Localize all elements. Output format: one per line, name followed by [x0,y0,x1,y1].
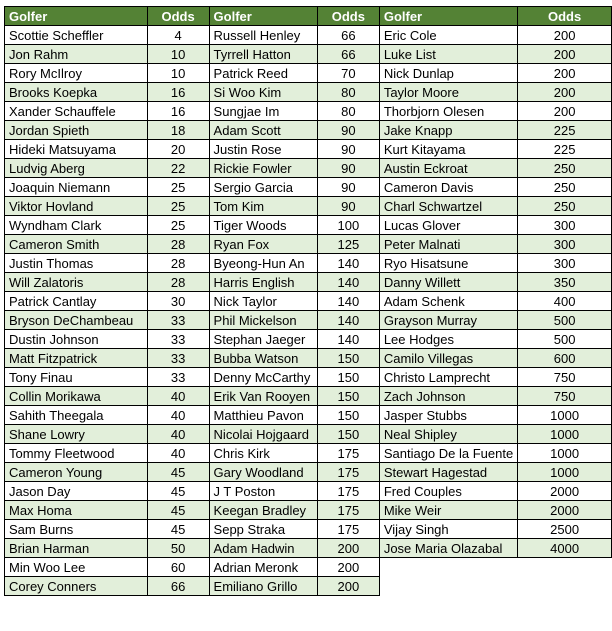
header-row [5,7,612,26]
golfer-cell[interactable]: Jon Rahm [5,45,148,64]
golfer-cell[interactable]: Corey Conners [5,577,148,596]
golfer-cell[interactable]: Joaquin Niemann [5,178,148,197]
odds-cell[interactable]: 25 [147,197,209,216]
odds-cell[interactable]: 100 [317,216,379,235]
golfer-cell[interactable]: Si Woo Kim [209,83,317,102]
golfer-cell[interactable]: Tommy Fleetwood [5,444,148,463]
empty-cell[interactable] [518,558,612,577]
odds-cell[interactable]: 16 [147,102,209,121]
odds-cell[interactable]: 225 [518,121,612,140]
odds-cell[interactable]: 90 [317,140,379,159]
odds-cell[interactable]: 50 [147,539,209,558]
odds-cell[interactable]: 45 [147,501,209,520]
odds-cell[interactable]: 90 [317,197,379,216]
table-row [5,463,612,482]
golfer-cell[interactable]: Nicolai Hojgaard [209,425,317,444]
odds-cell[interactable]: 80 [317,102,379,121]
golfer-cell[interactable]: Russell Henley [209,26,317,45]
odds-cell[interactable]: 40 [147,406,209,425]
golfer-cell[interactable]: Luke List [379,45,517,64]
odds-cell[interactable]: 140 [317,311,379,330]
golfer-cell[interactable]: Kurt Kitayama [379,140,517,159]
odds-cell[interactable]: 1000 [518,463,612,482]
table-row [5,520,612,539]
odds-cell[interactable]: 200 [317,577,379,596]
odds-cell[interactable]: 4000 [518,539,612,558]
odds-cell[interactable]: 22 [147,159,209,178]
odds-cell[interactable]: 500 [518,311,612,330]
golfer-cell[interactable]: Tyrrell Hatton [209,45,317,64]
odds-cell[interactable]: 140 [317,273,379,292]
odds-cell[interactable]: 28 [147,254,209,273]
header-golfer-2[interactable]: Golfer [209,7,317,26]
golfer-cell[interactable]: Nick Taylor [209,292,317,311]
golfer-cell[interactable]: Gary Woodland [209,463,317,482]
odds-cell[interactable]: 16 [147,83,209,102]
golfer-cell[interactable]: Tiger Woods [209,216,317,235]
golfer-cell[interactable]: Nick Dunlap [379,64,517,83]
table-row [5,330,612,349]
table-row [5,102,612,121]
golfer-cell[interactable]: Dustin Johnson [5,330,148,349]
golfer-cell[interactable]: Brooks Koepka [5,83,148,102]
table-row [5,368,612,387]
odds-cell[interactable]: 150 [317,406,379,425]
odds-cell[interactable]: 200 [518,26,612,45]
odds-cell[interactable]: 400 [518,292,612,311]
golfer-cell[interactable]: Lucas Glover [379,216,517,235]
odds-cell[interactable]: 175 [317,463,379,482]
odds-cell[interactable]: 90 [317,121,379,140]
odds-cell[interactable]: 300 [518,216,612,235]
odds-cell[interactable]: 750 [518,387,612,406]
odds-cell[interactable]: 175 [317,501,379,520]
odds-cell[interactable]: 175 [317,482,379,501]
odds-cell[interactable]: 40 [147,444,209,463]
odds-cell[interactable]: 250 [518,197,612,216]
odds-cell[interactable]: 200 [518,102,612,121]
odds-cell[interactable]: 33 [147,349,209,368]
golfer-cell[interactable]: Chris Kirk [209,444,317,463]
golfer-cell[interactable]: Taylor Moore [379,83,517,102]
golfer-cell[interactable]: Sam Burns [5,520,148,539]
golfer-cell[interactable]: Matthieu Pavon [209,406,317,425]
odds-cell[interactable]: 30 [147,292,209,311]
golfer-cell[interactable]: Grayson Murray [379,311,517,330]
odds-cell[interactable]: 28 [147,235,209,254]
odds-cell[interactable]: 200 [518,45,612,64]
golfer-cell[interactable]: Brian Harman [5,539,148,558]
empty-cell[interactable] [379,577,517,596]
odds-cell[interactable]: 40 [147,387,209,406]
golfer-cell[interactable]: Scottie Scheffler [5,26,148,45]
golfer-cell[interactable]: Tom Kim [209,197,317,216]
odds-cell[interactable]: 140 [317,330,379,349]
golfer-cell[interactable]: Vijay Singh [379,520,517,539]
header-golfer-3[interactable]: Golfer [379,7,517,26]
golfer-cell[interactable]: Camilo Villegas [379,349,517,368]
golfer-cell[interactable]: Fred Couples [379,482,517,501]
golfer-cell[interactable]: Mike Weir [379,501,517,520]
table-row [5,273,612,292]
odds-cell[interactable]: 10 [147,45,209,64]
header-odds-1[interactable]: Odds [147,7,209,26]
odds-cell[interactable]: 350 [518,273,612,292]
golfer-cell[interactable]: Peter Malnati [379,235,517,254]
empty-cell[interactable] [518,577,612,596]
table-row [5,539,612,558]
odds-cell[interactable]: 225 [518,140,612,159]
table-row [5,121,612,140]
odds-cell[interactable]: 45 [147,482,209,501]
table-row [5,64,612,83]
golfer-cell[interactable]: Max Homa [5,501,148,520]
table-row [5,577,612,596]
golfer-cell[interactable]: Jason Day [5,482,148,501]
table-row [5,45,612,64]
golfer-cell[interactable]: Xander Schauffele [5,102,148,121]
golfer-cell[interactable]: Stewart Hagestad [379,463,517,482]
odds-cell[interactable]: 200 [317,558,379,577]
golfer-cell[interactable]: Viktor Hovland [5,197,148,216]
odds-cell[interactable]: 200 [518,83,612,102]
golfer-cell[interactable]: Ludvig Aberg [5,159,148,178]
golfer-cell[interactable]: Emiliano Grillo [209,577,317,596]
odds-cell[interactable]: 2500 [518,520,612,539]
golfer-cell[interactable]: J T Poston [209,482,317,501]
odds-cell[interactable]: 90 [317,159,379,178]
golfer-cell[interactable]: Stephan Jaeger [209,330,317,349]
golfer-cell[interactable]: Hideki Matsuyama [5,140,148,159]
odds-cell[interactable]: 140 [317,292,379,311]
odds-cell[interactable]: 70 [317,64,379,83]
odds-cell[interactable]: 1000 [518,425,612,444]
odds-cell[interactable]: 66 [317,45,379,64]
golfer-cell[interactable]: Eric Cole [379,26,517,45]
odds-cell[interactable]: 600 [518,349,612,368]
odds-cell[interactable]: 90 [317,178,379,197]
golfer-cell[interactable]: Christo Lamprecht [379,368,517,387]
golfer-cell[interactable]: Austin Eckroat [379,159,517,178]
table-row [5,197,612,216]
odds-cell[interactable]: 175 [317,520,379,539]
table-row [5,159,612,178]
odds-cell[interactable]: 33 [147,368,209,387]
odds-cell[interactable]: 40 [147,425,209,444]
golfer-cell[interactable]: Cameron Smith [5,235,148,254]
odds-cell[interactable]: 300 [518,235,612,254]
golfer-cell[interactable]: Keegan Bradley [209,501,317,520]
golfer-cell[interactable]: Jordan Spieth [5,121,148,140]
golfer-cell[interactable]: Collin Morikawa [5,387,148,406]
odds-cell[interactable]: 1000 [518,406,612,425]
odds-cell[interactable]: 200 [518,64,612,83]
header-odds-2[interactable]: Odds [317,7,379,26]
golfer-cell[interactable]: Shane Lowry [5,425,148,444]
table-row [5,349,612,368]
golfer-cell[interactable]: Min Woo Lee [5,558,148,577]
golfer-cell[interactable]: Bryson DeChambeau [5,311,148,330]
table-row [5,216,612,235]
empty-cell[interactable] [379,558,517,577]
table-row [5,83,612,102]
table-row [5,140,612,159]
odds-cell[interactable]: 45 [147,463,209,482]
golfer-cell[interactable]: Harris English [209,273,317,292]
odds-cell[interactable]: 20 [147,140,209,159]
odds-cell[interactable]: 80 [317,83,379,102]
odds-cell[interactable]: 250 [518,178,612,197]
golfer-cell[interactable]: Cameron Young [5,463,148,482]
golfer-cell[interactable]: Jose Maria Olazabal [379,539,517,558]
golfer-cell[interactable]: Wyndham Clark [5,216,148,235]
golfer-cell[interactable]: Sergio Garcia [209,178,317,197]
golfer-cell[interactable]: Neal Shipley [379,425,517,444]
table-row [5,425,612,444]
table-row [5,178,612,197]
golfer-cell[interactable]: Matt Fitzpatrick [5,349,148,368]
golfer-cell[interactable]: Denny McCarthy [209,368,317,387]
table-row [5,235,612,254]
table-row [5,26,612,45]
odds-cell[interactable]: 33 [147,330,209,349]
odds-cell[interactable]: 45 [147,520,209,539]
odds-cell[interactable]: 125 [317,235,379,254]
golfer-cell[interactable]: Erik Van Rooyen [209,387,317,406]
odds-cell[interactable]: 66 [147,577,209,596]
golfer-cell[interactable]: Will Zalatoris [5,273,148,292]
odds-cell[interactable]: 25 [147,216,209,235]
golfer-cell[interactable]: Patrick Reed [209,64,317,83]
odds-cell[interactable]: 18 [147,121,209,140]
golfer-cell[interactable]: Bubba Watson [209,349,317,368]
table-row [5,292,612,311]
odds-cell[interactable]: 150 [317,368,379,387]
golfer-cell[interactable]: Danny Willett [379,273,517,292]
table-row [5,444,612,463]
table-row [5,501,612,520]
golfer-cell[interactable]: Cameron Davis [379,178,517,197]
odds-cell[interactable]: 1000 [518,444,612,463]
table-row [5,387,612,406]
odds-cell[interactable]: 2000 [518,482,612,501]
odds-cell[interactable]: 66 [317,26,379,45]
odds-cell[interactable]: 500 [518,330,612,349]
odds-cell[interactable]: 175 [317,444,379,463]
golfer-cell[interactable]: Jake Knapp [379,121,517,140]
golfer-cell[interactable]: Ryo Hisatsune [379,254,517,273]
table-row [5,482,612,501]
odds-cell[interactable]: 150 [317,425,379,444]
golfer-cell[interactable]: Byeong-Hun An [209,254,317,273]
golfer-cell[interactable]: Santiago De la Fuente [379,444,517,463]
table-row [5,558,612,577]
odds-cell[interactable]: 140 [317,254,379,273]
odds-cell[interactable]: 2000 [518,501,612,520]
golfer-cell[interactable]: Justin Rose [209,140,317,159]
odds-cell[interactable]: 33 [147,311,209,330]
golfer-cell[interactable]: Lee Hodges [379,330,517,349]
odds-cell[interactable]: 4 [147,26,209,45]
golfer-cell[interactable]: Sahith Theegala [5,406,148,425]
golfer-cell[interactable]: Rickie Fowler [209,159,317,178]
golfer-cell[interactable]: Zach Johnson [379,387,517,406]
odds-cell[interactable]: 150 [317,349,379,368]
odds-cell[interactable]: 60 [147,558,209,577]
golfer-cell[interactable]: Rory McIlroy [5,64,148,83]
golfer-cell[interactable]: Ryan Fox [209,235,317,254]
golfer-cell[interactable]: Thorbjorn Olesen [379,102,517,121]
golfer-cell[interactable]: Charl Schwartzel [379,197,517,216]
table-row [5,254,612,273]
odds-cell[interactable]: 10 [147,64,209,83]
odds-cell[interactable]: 250 [518,159,612,178]
odds-cell[interactable]: 25 [147,178,209,197]
golfer-cell[interactable]: Sepp Straka [209,520,317,539]
odds-cell[interactable]: 200 [317,539,379,558]
golfer-cell[interactable]: Adrian Meronk [209,558,317,577]
odds-table [4,6,612,596]
table-row [5,311,612,330]
golfer-cell[interactable]: Justin Thomas [5,254,148,273]
header-golfer-1[interactable]: Golfer [5,7,148,26]
golfer-cell[interactable]: Sungjae Im [209,102,317,121]
golfer-cell[interactable]: Patrick Cantlay [5,292,148,311]
odds-cell[interactable]: 150 [317,387,379,406]
golfer-cell[interactable]: Adam Scott [209,121,317,140]
header-odds-3[interactable]: Odds [518,7,612,26]
table-row [5,406,612,425]
golfer-cell[interactable]: Jasper Stubbs [379,406,517,425]
odds-cell[interactable]: 300 [518,254,612,273]
odds-cell[interactable]: 28 [147,273,209,292]
golfer-cell[interactable]: Adam Hadwin [209,539,317,558]
golfer-cell[interactable]: Tony Finau [5,368,148,387]
golfer-cell[interactable]: Adam Schenk [379,292,517,311]
odds-cell[interactable]: 750 [518,368,612,387]
golfer-cell[interactable]: Phil Mickelson [209,311,317,330]
